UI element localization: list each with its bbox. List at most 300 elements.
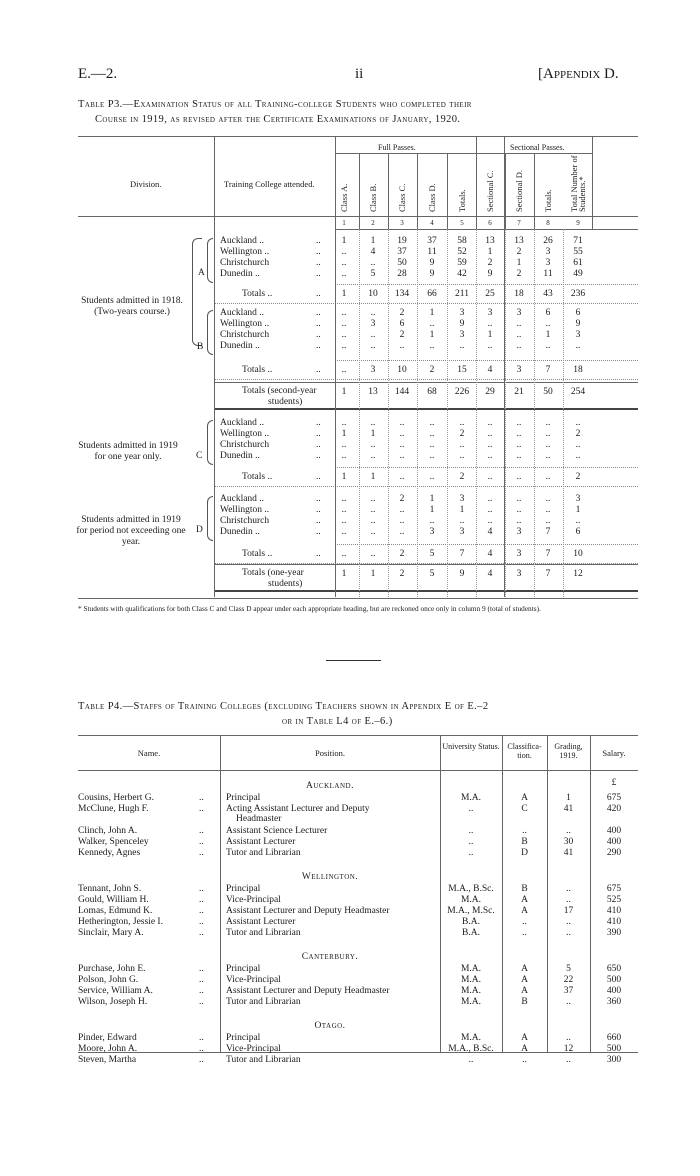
p3-row-dots: .. [316, 494, 321, 504]
p3-cell: 1 [429, 330, 435, 340]
p3-row-dots: .. [316, 319, 321, 329]
p3-row-label: Dunedin .. [220, 451, 260, 461]
p3-cell: 7 [545, 365, 551, 375]
p3-cell: .. [341, 269, 347, 279]
p3-cell: .. [545, 429, 551, 439]
p3-cell: .. [487, 451, 493, 461]
p3-cell: .. [370, 418, 376, 428]
p3-cell: 11 [427, 247, 437, 257]
p4-class: A [521, 793, 528, 803]
p3-cell: 1 [370, 429, 376, 439]
p3-cell: .. [399, 440, 405, 450]
p3-cell: 1 [370, 236, 376, 246]
p3-cell: 1 [370, 569, 376, 579]
p3-body-vline [476, 229, 477, 597]
p3-cell: .. [487, 341, 493, 351]
p3-row-label: Auckland .. [220, 308, 265, 318]
p3-cell: .. [370, 494, 376, 504]
p4-class: B [521, 997, 528, 1007]
p3-cell: 10 [573, 549, 583, 559]
p3-column-number: 2 [371, 219, 375, 227]
p3-cell: .. [399, 505, 405, 515]
p3-cell: .. [341, 494, 347, 504]
p3-cell: 55 [573, 247, 583, 257]
p3-cell: .. [429, 418, 435, 428]
p3-totals-rule [335, 544, 638, 545]
p3-cell: 236 [570, 289, 586, 299]
p3-cell: 1 [575, 505, 581, 515]
p3-cell: 134 [394, 289, 410, 299]
p3-column-header: Class C. [397, 183, 407, 212]
p4-salary: 290 [606, 848, 622, 858]
p3-cell: .. [370, 516, 376, 526]
p3-cell: 1 [341, 289, 347, 299]
p3-cell: 9 [487, 269, 493, 279]
p4-dots: .. [199, 848, 204, 858]
p4-grading: 12 [563, 1044, 574, 1054]
p3-totals-rule [214, 486, 638, 487]
p3-column-header: Total Number of Students.* [569, 155, 587, 212]
p3-cell: 4 [487, 569, 493, 579]
p3-brace [192, 238, 202, 346]
p3-grand-rule [214, 564, 638, 565]
p4-univ: B.A. [462, 917, 480, 927]
p4-univ: M.A. [460, 975, 482, 985]
p3-cell: .. [399, 451, 405, 461]
p3-cell: 9 [575, 319, 581, 329]
p3-cell: 1 [341, 569, 347, 579]
p3-cell: .. [399, 418, 405, 428]
p3-body-vline [388, 229, 389, 597]
p3-row-label: Totals (second-year [242, 386, 317, 396]
p3-cell: .. [545, 451, 551, 461]
p4-grading: .. [566, 884, 571, 894]
p3-cell: .. [341, 330, 347, 340]
p3-cell: .. [516, 418, 522, 428]
p4-salary: 410 [606, 906, 622, 916]
p3-cell: 1 [429, 505, 435, 515]
p3-body-vline [417, 229, 418, 597]
p3-cell: 3 [459, 494, 465, 504]
p4-header-name: Name. [137, 748, 161, 758]
p4-grading: 22 [563, 975, 574, 985]
p4-class: A [521, 986, 528, 996]
p3-cell: 4 [487, 527, 493, 537]
p3-header-vline [505, 153, 506, 229]
p3-cell: 19 [397, 236, 407, 246]
p3-body-vline [534, 229, 535, 597]
p3-row-label: Totals .. [242, 472, 273, 482]
p4-class: D [521, 848, 528, 858]
p3-cell: 1 [429, 494, 435, 504]
p3-cell: 15 [457, 365, 467, 375]
p3-cell: 1 [341, 236, 347, 246]
p3-header-full-passes: Full Passes. [378, 143, 416, 152]
p3-grand-rule [214, 382, 638, 383]
p3-cell: .. [459, 440, 465, 450]
p3-cell: .. [370, 330, 376, 340]
p3-row-label: Totals .. [242, 289, 273, 299]
p3-cell: 68 [427, 387, 437, 397]
p4-position: Acting Assistant Lecturer and Deputy [226, 804, 370, 814]
p3-column-number: 1 [342, 219, 346, 227]
p4-name: Lomas, Edmund K. [78, 906, 153, 916]
p3-group-label: Students admitted in 1918. (Two-years course.) [81, 296, 183, 317]
p3-cell: 7 [545, 549, 551, 559]
p4-dots: .. [199, 1033, 204, 1043]
p4-salary: 360 [606, 997, 622, 1007]
p3-top-rule [78, 136, 638, 137]
p4-grading: .. [566, 997, 571, 1007]
p4-header-position: Position. [315, 748, 345, 758]
p4-univ: .. [468, 848, 474, 858]
p4-name: McClune, Hugh F. [78, 804, 149, 814]
p4-name: Kennedy, Agnes [78, 848, 141, 858]
p3-cell: 1 [487, 330, 493, 340]
p4-dots: .. [199, 895, 204, 905]
p3-cell: 1 [341, 387, 347, 397]
p3-cell: .. [545, 505, 551, 515]
p4-position: Tutor and Librarian [226, 1055, 301, 1065]
p3-cell: .. [341, 247, 347, 257]
p3-division-letter: C [196, 451, 203, 461]
p4-salary: 675 [606, 884, 622, 894]
p3-column-header: Class A. [339, 183, 349, 212]
p3-cell: 66 [427, 289, 437, 299]
p3-cell: 7 [545, 569, 551, 579]
p3-cell: .. [341, 549, 347, 559]
p3-cell: .. [487, 472, 493, 482]
p3-header-vline [476, 136, 477, 229]
p4-grading: 5 [566, 964, 571, 974]
p4-section-title: Canterbury. [301, 952, 359, 962]
p4-name: Steven, Martha [78, 1055, 137, 1065]
p4-dots: .. [199, 793, 204, 803]
p4-univ: M.A., B.Sc. [448, 884, 494, 894]
p3-row-label: Auckland .. [220, 418, 265, 428]
p3-cell: 1 [516, 258, 522, 268]
p3-row-label-cont: students) [268, 397, 303, 407]
p3-cell: 59 [457, 258, 467, 268]
p3-row-label: Totals .. [242, 365, 273, 375]
p3-cell: 254 [570, 387, 586, 397]
p3-cell: 21 [514, 387, 524, 397]
p3-column-number: 4 [430, 219, 434, 227]
p4-name: Moore, John A. [78, 1044, 138, 1054]
p3-cell: 2 [516, 247, 522, 257]
p3-cell: 13 [368, 387, 378, 397]
p3-cell: .. [399, 527, 405, 537]
p3-row-label: Wellington .. [220, 247, 270, 257]
p3-cell: .. [370, 440, 376, 450]
p3-cell: .. [487, 440, 493, 450]
p3-brace [207, 238, 213, 283]
p4-position: Tutor and Librarian [226, 997, 301, 1007]
p3-cell: .. [516, 330, 522, 340]
p4-salary: 650 [606, 964, 622, 974]
p4-name: Cousins, Herbert G. [78, 793, 154, 803]
p3-group-label: Students admitted in 1919 for period not exceeding one year. [76, 515, 186, 547]
p4-position-cont: Headmaster [236, 814, 282, 824]
p4-dots: .. [199, 964, 204, 974]
p3-cell: .. [341, 258, 347, 268]
p3-cell: 2 [429, 365, 435, 375]
p3-cell: 2 [399, 494, 405, 504]
p4-dots: .. [199, 917, 204, 927]
p3-cell: .. [370, 451, 376, 461]
p3-division-letter: A [198, 268, 205, 278]
p3-cell: .. [429, 319, 435, 329]
p3-cell: .. [399, 429, 405, 439]
p3-row-label: Wellington .. [220, 505, 270, 515]
p3-cell: 1 [341, 429, 347, 439]
p3-row-dots: .. [316, 258, 321, 268]
p4-salary: 500 [606, 975, 622, 985]
p3-cell: .. [341, 505, 347, 515]
table-p3-title-line1: Table P3.—Examination Status of all Training-college Students who completed their [78, 99, 472, 110]
p3-cell: 7 [459, 549, 465, 559]
p3-row-label: Christchurch [220, 258, 270, 268]
p4-salary: 675 [606, 793, 622, 803]
p3-cell: 61 [573, 258, 583, 268]
p3-cell: 3 [575, 330, 581, 340]
p4-header-grading: Grading, 1919. [554, 742, 583, 760]
p4-univ: .. [468, 1055, 474, 1065]
p4-dots: .. [199, 884, 204, 894]
p3-row-dots: .. [316, 269, 321, 279]
p4-dots: .. [199, 1044, 204, 1054]
p4-salary: 300 [606, 1055, 622, 1065]
p4-position: Vice-Principal [226, 895, 281, 905]
p3-cell: 3 [487, 308, 493, 318]
p4-position: Tutor and Librarian [226, 848, 301, 858]
p3-cell: 211 [455, 289, 469, 299]
p3-cell: 50 [543, 387, 553, 397]
p3-header-vline [534, 153, 535, 229]
p4-class: B [521, 837, 528, 847]
p4-grading: .. [566, 917, 571, 927]
p3-header-vline [335, 136, 336, 229]
p3-row-dots: .. [316, 451, 321, 461]
p3-group-label: Students admitted in 1919 for one year only. [78, 441, 178, 462]
p4-pound-sign: £ [611, 778, 617, 788]
p4-grading: 37 [563, 986, 574, 996]
p3-column-header: Sectional D. [514, 169, 524, 212]
p3-cell: .. [545, 494, 551, 504]
p3-cell: .. [429, 429, 435, 439]
p3-cell: .. [516, 516, 522, 526]
p4-univ: M.A. [460, 793, 482, 803]
p4-class: A [521, 906, 528, 916]
p3-row-dots: .. [316, 549, 321, 559]
p3-bottom-rule [78, 598, 638, 599]
p4-name: Pinder, Edward [78, 1033, 137, 1043]
p4-position: Assistant Lecturer and Deputy Headmaster [226, 906, 390, 916]
p3-cell: .. [487, 516, 493, 526]
p4-name: Polson, John G. [78, 975, 139, 985]
p3-cell: .. [370, 308, 376, 318]
p3-cell: .. [341, 308, 347, 318]
p3-column-number: 5 [460, 219, 464, 227]
p4-position: Principal [226, 964, 261, 974]
p3-cell: .. [341, 516, 347, 526]
p4-salary: 390 [606, 928, 622, 938]
p3-cell: .. [459, 516, 465, 526]
p3-cell: .. [459, 451, 465, 461]
p4-name: Sinclair, Mary A. [78, 928, 144, 938]
p3-cell: .. [429, 472, 435, 482]
p3-row-label: Dunedin .. [220, 527, 260, 537]
p3-cell: .. [370, 341, 376, 351]
p3-cell: 226 [454, 387, 470, 397]
p4-name: Tennant, John S. [78, 884, 142, 894]
p3-cell: .. [341, 451, 347, 461]
p3-cell: .. [487, 494, 493, 504]
p4-salary: 500 [606, 1044, 622, 1054]
p4-grading: .. [566, 895, 571, 905]
p3-row-dots: .. [316, 308, 321, 318]
p3-cell: .. [399, 341, 405, 351]
p3-cell: .. [487, 418, 493, 428]
p3-body-vline [359, 229, 360, 597]
p3-cell: 5 [429, 569, 435, 579]
p3-cell: .. [516, 494, 522, 504]
p3-cell: 5 [370, 269, 376, 279]
p4-grading: 17 [563, 906, 574, 916]
p4-name: Walker, Spenceley [78, 837, 149, 847]
p3-cell: 50 [397, 258, 407, 268]
p3-totals-rule [335, 467, 638, 468]
p3-cell: 2 [459, 429, 465, 439]
p3-cell: .. [516, 451, 522, 461]
p3-cell: 3 [429, 527, 435, 537]
p3-cell: 2 [516, 269, 522, 279]
p3-brace [207, 420, 213, 465]
p3-cell: 13 [485, 236, 495, 246]
p3-body-vline [447, 229, 448, 597]
p3-column-number: 3 [400, 219, 404, 227]
p3-cell: 6 [399, 319, 405, 329]
p3-column-number: 8 [546, 219, 550, 227]
p4-salary: 400 [606, 826, 622, 836]
p3-column-header: Class D. [427, 183, 437, 212]
p3-header-vline [417, 153, 418, 229]
p4-salary: 660 [606, 1033, 622, 1043]
p3-cell: .. [341, 440, 347, 450]
p3-cell: 6 [575, 527, 581, 537]
p4-class: A [521, 975, 528, 985]
p4-class: A [521, 964, 528, 974]
p3-row-label: Auckland .. [220, 236, 265, 246]
p4-univ: .. [468, 804, 474, 814]
p3-cell: 25 [485, 289, 495, 299]
p3-cell: 3 [545, 247, 551, 257]
p3-cell: 37 [427, 236, 437, 246]
p3-row-dots: .. [316, 429, 321, 439]
p3-cell: 3 [545, 258, 551, 268]
p3-cell: .. [516, 505, 522, 515]
p4-name: Wilson, Joseph H. [78, 997, 148, 1007]
p3-cell: .. [516, 319, 522, 329]
p3-totals-rule [214, 303, 638, 304]
p3-body-vline [563, 229, 564, 597]
p3-cell: 26 [543, 236, 553, 246]
p3-cell: 2 [399, 569, 405, 579]
p3-row-label: Wellington .. [220, 429, 270, 439]
p3-cell: 28 [397, 269, 407, 279]
p4-salary: 410 [606, 917, 622, 927]
p4-class: A [521, 1033, 528, 1043]
p3-row-dots: .. [316, 440, 321, 450]
p4-class: A [521, 1044, 528, 1054]
p3-row-label: Dunedin .. [220, 269, 260, 279]
p3-row-label: Totals .. [242, 549, 273, 559]
p3-row-dots: .. [316, 472, 321, 482]
p4-position: Assistant Science Lecturer [226, 826, 328, 836]
p3-cell: 3 [459, 330, 465, 340]
p4-header-rule [78, 770, 638, 771]
p4-name: Gould, William H. [78, 895, 149, 905]
p3-column-header: Totals. [543, 189, 553, 212]
p3-cell: 9 [429, 269, 435, 279]
p3-cell: 12 [573, 569, 583, 579]
p3-cell: .. [429, 451, 435, 461]
p4-grading: .. [566, 1033, 571, 1043]
p4-dots: .. [199, 928, 204, 938]
p3-row-dots: .. [316, 365, 321, 375]
p4-header-salary: Salary. [602, 748, 626, 758]
p3-cell: .. [459, 341, 465, 351]
p4-univ: M.A. [460, 986, 482, 996]
p4-class: .. [522, 917, 527, 927]
p3-column-number: 6 [488, 219, 492, 227]
p4-dots: .. [199, 826, 204, 836]
appendix-label: [Appendix D. [538, 66, 619, 82]
p3-body-vline [335, 229, 336, 597]
page-number: ii [355, 66, 364, 82]
p3-row-dots: .. [316, 341, 321, 351]
p3-cell: .. [545, 418, 551, 428]
p3-cell: 4 [487, 365, 493, 375]
p3-cell: 1 [429, 308, 435, 318]
p3-row-label: Wellington .. [220, 319, 270, 329]
p3-cell: .. [575, 418, 581, 428]
p3-cell: 37 [397, 247, 407, 257]
p3-grand-rule [214, 408, 638, 410]
p3-cell: .. [487, 505, 493, 515]
p3-cell: .. [399, 516, 405, 526]
p3-totals-rule [335, 360, 638, 361]
p3-row-label: Auckland .. [220, 494, 265, 504]
p3-row-label: Christchurch [220, 330, 270, 340]
p4-salary: 400 [606, 986, 622, 996]
p4-position: Principal [226, 1033, 261, 1043]
p3-cell: 9 [459, 569, 465, 579]
p4-dots: .. [199, 986, 204, 996]
p3-cell: 10 [397, 365, 407, 375]
p3-cell: .. [341, 365, 347, 375]
p3-cell: 3 [370, 365, 376, 375]
p3-cell: .. [545, 440, 551, 450]
p3-cell: 58 [457, 236, 467, 246]
p3-row-dots: .. [316, 330, 321, 340]
p3-column-header: Class B. [368, 183, 378, 212]
p3-cell: 3 [516, 527, 522, 537]
p3-cell: 9 [429, 258, 435, 268]
p3-row-dots: .. [316, 516, 321, 526]
p3-cell: .. [575, 341, 581, 351]
p4-name: Purchase, John E. [78, 964, 146, 974]
